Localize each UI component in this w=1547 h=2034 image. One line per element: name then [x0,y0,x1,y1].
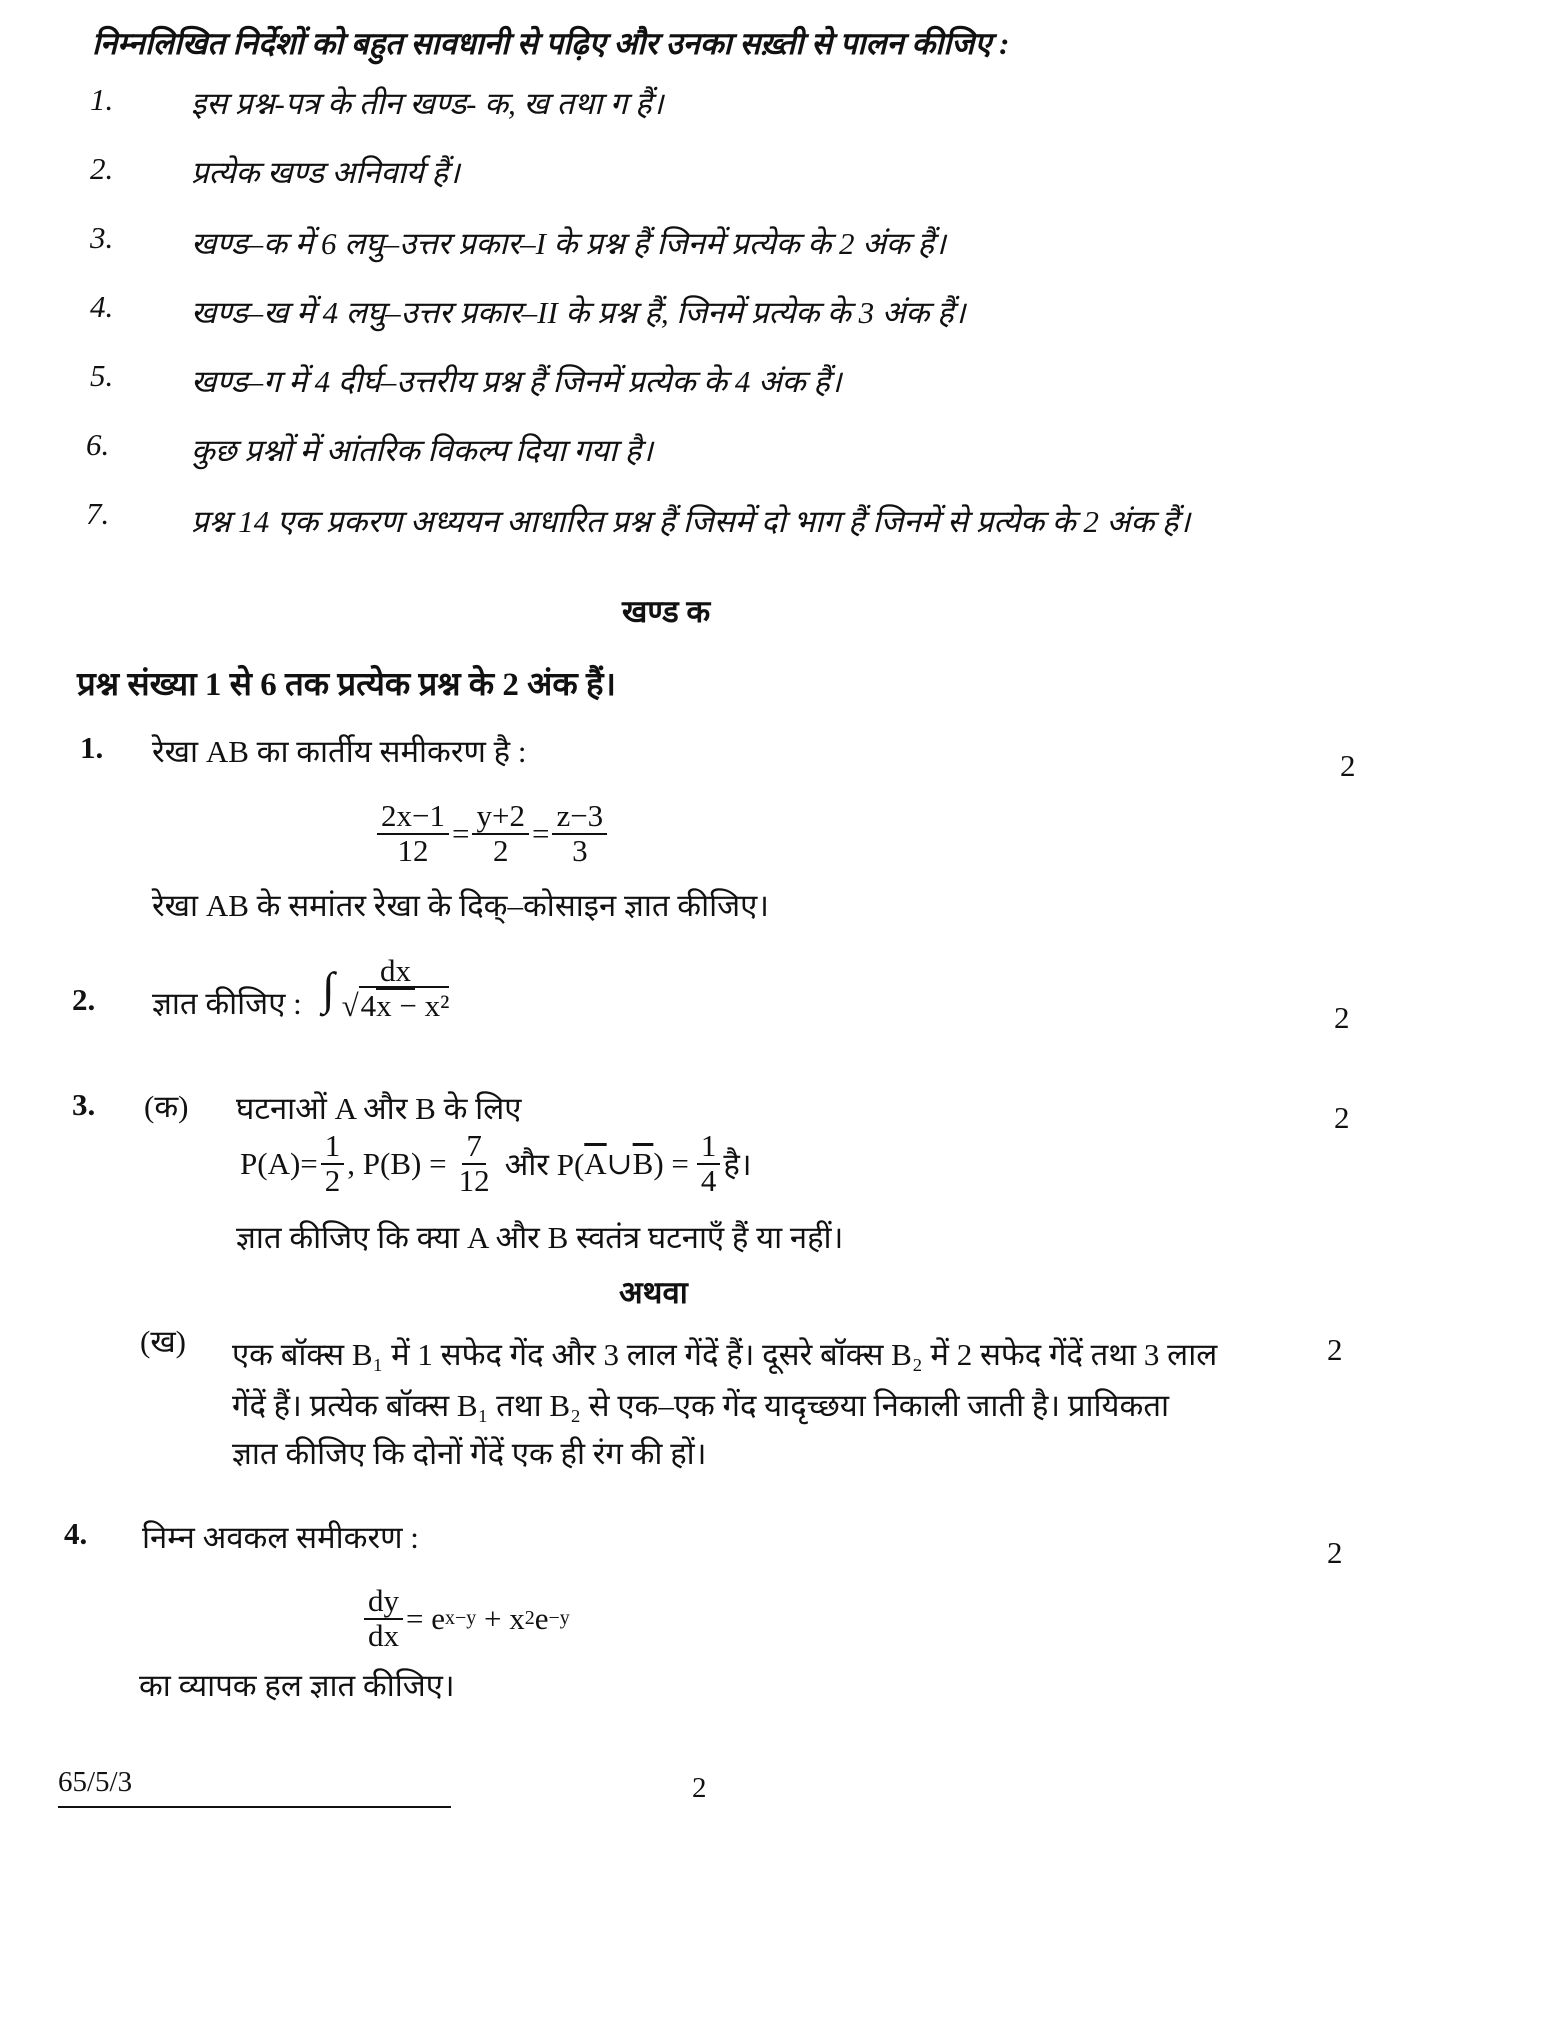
fraction-numerator: dy [364,1585,403,1620]
exponent: −y [548,1607,570,1630]
question-text: ज्ञात कीजिए कि दोनों गेंदें एक ही रंग की हों। [232,1436,707,1471]
part-label: (क) [144,1089,189,1124]
question-number: 1. [80,730,104,765]
integral-sign: ∫ [322,963,335,1015]
equals: ) = [653,1145,689,1181]
marks: 2 [1334,1100,1350,1135]
question-text: रेखा AB का कार्तीय समीकरण है : [152,734,527,769]
part-label: (ख) [140,1324,187,1359]
fraction-numerator: y+2 [472,800,528,835]
paper-code: 65/5/3 [58,1766,133,1798]
union-sign: ∪ [606,1145,633,1181]
question-number: 3. [72,1087,96,1122]
rhs-term: + x [476,1600,525,1636]
line-equation [374,800,610,867]
differential-equation [361,1585,570,1652]
instructions-heading: निम्नलिखित निर्देशों को बहुत सावधानी से पढ़िए और उनका सख़्ती से पालन कीजिए : [92,26,1010,61]
question-task: का व्यापक हल ज्ञात कीजिए। [139,1668,455,1703]
section-subtitle: प्रश्न संख्या 1 से 6 तक प्रत्येक प्रश्न के 2 अंक हैं। [77,667,616,703]
pb-label: , P(B) = [347,1145,447,1181]
instruction-text: इस प्रश्न-पत्र के तीन खण्ड- क, ख तथा ग हैं। [191,86,664,121]
fraction-denominator: 4 [700,1162,717,1198]
fraction-numerator: z−3 [552,800,607,835]
instruction-text: प्रत्येक खण्ड अनिवार्य हैं। [191,155,460,190]
probability-expression [240,1130,752,1197]
integral-expression [322,955,456,1022]
page-number: 2 [692,1772,707,1804]
question-number: 4. [64,1516,88,1551]
marks: 2 [1327,1535,1343,1570]
pa-label: P(A)= [240,1145,318,1181]
exponent: x−y [445,1607,477,1630]
rhs-term: e [534,1600,549,1636]
instruction-text: प्रश्न 14 एक प्रकरण अध्ययन आधारित प्रश्न हैं जिसमें दो भाग हैं जिनमें से प्रत्येक के 2 अंक हैं। [191,504,1191,539]
equals: = [531,815,550,851]
fraction-denominator: 12 [397,832,429,868]
marks: 2 [1334,1000,1350,1035]
fraction-numerator: 1 [321,1130,345,1165]
question-text: गेंदें हैं। प्रत्येक बॉक्स B₁ तथा B₂ से एक–एक गेंद यादृच्छया निकाली जाती है। प्रायिकता [232,1388,1170,1423]
footer-rule [58,1806,451,1808]
hai-label: है। [723,1146,752,1182]
instruction-text: खण्ड–ग में 4 दीर्घ–उत्तरीय प्रश्न हैं जिनमें प्रत्येक के 4 अंक हैं। [191,364,842,399]
question-text: ज्ञात कीजिए : [152,986,302,1021]
question-text: एक बॉक्स B₁ में 1 सफेद गेंद और 3 लाल गेंदें हैं। दूसरे बॉक्स B₂ में 2 सफेद गेंदें तथा 3 लाल [232,1337,1218,1372]
b-complement: $\overline{B}$ [632,1145,654,1181]
equals: = [451,815,470,851]
fraction-numerator: 2x−1 [377,800,449,835]
instruction-number: 3. [90,220,114,255]
instruction-number: 6. [86,427,110,462]
fraction-numerator: dx [376,955,415,990]
instruction-number: 1. [90,82,114,117]
instruction-text: खण्ड–ख में 4 लघु–उत्तर प्रकार–II के प्रश्न हैं, जिनमें प्रत्येक के 3 अंक हैं। [191,295,966,330]
section-title: खण्ड क [622,594,711,629]
instruction-text: खण्ड–क में 6 लघु–उत्तर प्रकार–I के प्रश्न हैं जिनमें प्रत्येक के 2 अंक हैं। [191,226,946,261]
question-text: घटनाओं A और B के लिए [236,1091,522,1126]
question-number: 2. [72,982,96,1017]
question-task: रेखा AB के समांतर रेखा के दिक्–कोसाइन ज्ञात कीजिए। [152,888,770,923]
instruction-number: 5. [90,358,114,393]
fraction-numerator: 7 [462,1130,486,1165]
marks: 2 [1340,748,1356,783]
instruction-number: 2. [90,151,114,186]
and-p-label: और P( [504,1146,585,1182]
fraction-denominator: 12 [458,1162,490,1198]
a-complement: $\overline{A}$ [584,1145,607,1181]
or-label: अथवा [619,1275,688,1310]
instruction-text: कुछ प्रश्नों में आंतरिक विकल्प दिया गया है। [191,433,653,468]
fraction-denominator: 2 [324,1162,341,1198]
question-text: निम्न अवकल समीकरण : [142,1520,419,1555]
question-task: ज्ञात कीजिए कि क्या A और B स्वतंत्र घटनाएँ हैं या नहीं। [236,1220,844,1255]
instruction-number: 4. [90,289,114,324]
marks: 2 [1327,1332,1343,1367]
instruction-number: 7. [86,496,110,531]
sqrt-sign: √ [341,987,359,1023]
fraction-numerator: 1 [697,1130,721,1165]
fraction-denominator: 4x − x² [360,987,450,1023]
fraction-denominator: 3 [572,832,588,868]
fraction-denominator: dx [368,1617,399,1653]
rhs-term: = e [406,1600,445,1636]
exponent: 2 [524,1607,535,1630]
fraction-denominator: 2 [492,832,509,868]
